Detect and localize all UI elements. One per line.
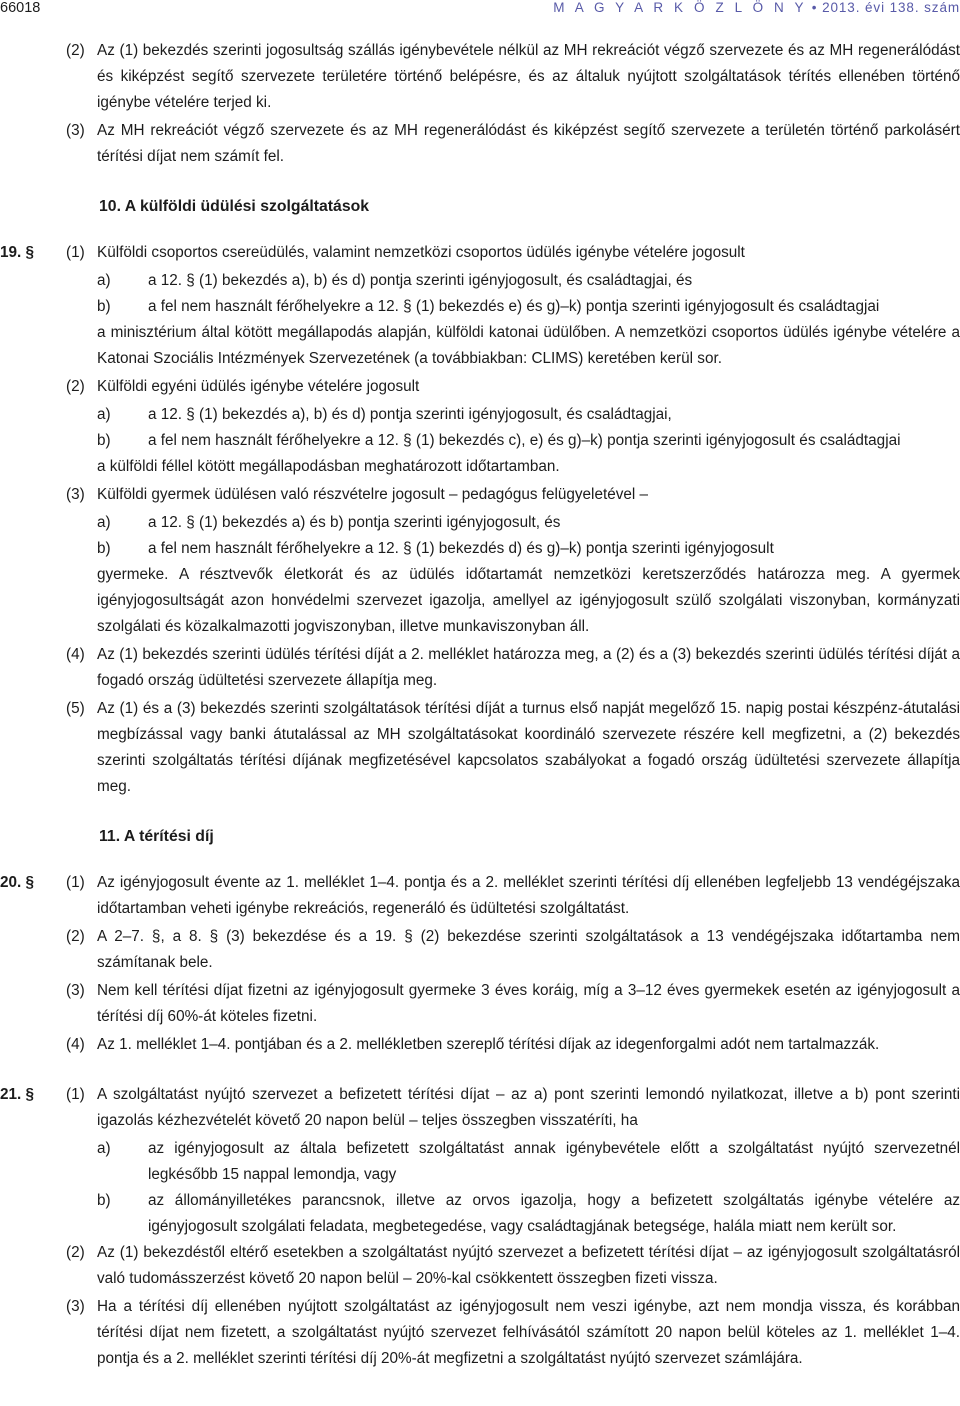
paragraph-text: Az (1) bekezdés szerinti üdülés térítési díját a 2. melléklet határozza meg, a (2) és a (3) bekezdés szerinti üdülés térítési díját a fogadó ország üdültetési szervezete állapítja meg. (97, 646, 960, 689)
section-number: 21. § (0, 1086, 35, 1103)
section-number: 20. § (0, 874, 35, 891)
paragraph-number: (3) (66, 1298, 85, 1315)
item-text: a fel nem használt férőhelyekre a 12. § (1) bekezdés e) és g)–k) pontja szerinti igényjogosult és családtagjai (148, 298, 880, 315)
paragraph (0, 1082, 960, 1134)
item-text: a 12. § (1) bekezdés a) és b) pontja szerinti igényjogosult, és (148, 514, 561, 531)
item-label: b) (97, 1192, 111, 1209)
paragraph-text: Az (1) bekezdéstől eltérő esetekben a szolgáltatást nyújtó szervezet a befizetett térítési díjat – az igényjogosult szolgáltatásról való tudomásszerzést követő 20 napon belül – 20%-kal csökkentett összegben fizeti vissza. (97, 1244, 960, 1287)
paragraph-text: Külföldi csoportos csereüdülés, valamint nemzetközi csoportos üdülés igénybe vételére jogosult (97, 244, 745, 261)
paragraph (0, 924, 960, 976)
paragraph-text: Az (1) és a (3) bekezdés szerinti szolgáltatások térítési díját a turnus első napját megelőző 15. napig postai készpénz-átutalási megbízással vagy banki átutalással az MH szolgáltatásokat koordináló szervezete részére kell megfizetni, a (2) bekezdés szerinti szolgáltatás térítési díjának megfizetésével kapcsolatos szabályokat a fogadó ország üdültetési szervezete állapítja meg. (97, 700, 960, 795)
paragraph (0, 374, 960, 400)
item-label: b) (97, 298, 111, 315)
paragraph-text: Az igényjogosult évente az 1. melléklet 1–4. pontja és a 2. melléklet szerinti térítési díj ellenében legfeljebb 13 vendégéjszaka időtartamban veheti igénybe rekreációs, regeneráló és üdültetési szolgáltatást. (97, 874, 960, 917)
paragraph-number: (1) (66, 1086, 85, 1103)
paragraph-text: Külföldi egyéni üdülés igénybe vételére jogosult (97, 378, 420, 395)
paragraph-number: (2) (66, 378, 85, 395)
item-label: a) (97, 406, 111, 423)
page-header (0, 0, 960, 22)
item-text: a fel nem használt férőhelyekre a 12. § (1) bekezdés c), e) és g)–k) pontja szerinti igényjogosult és családtagjai (148, 432, 901, 449)
section-heading: 10. A külföldi üdülési szolgáltatások (99, 198, 370, 215)
paragraph-number: (4) (66, 1036, 85, 1053)
paragraph (0, 1240, 960, 1292)
paragraph (0, 978, 960, 1030)
section-20 (0, 870, 960, 1058)
item-text: az állományilletékes parancsnok, illetve az orvos igazolja, hogy a befizetett szolgáltatás igénybe vételére az igényjogosult szolgálati feladata, megbetegedése, vagy családtagjának betegsége, halála miatt nem került sor. (148, 1192, 960, 1235)
header-bullet: • (811, 0, 818, 15)
paragraph-number: (4) (66, 646, 85, 663)
item-label: a) (97, 514, 111, 531)
paragraph-text: Ha a térítési díj ellenében nyújtott szolgáltatást az igényjogosult nem veszi igénybe, azt nem mondja vissza, és korábban térítési díjat nem fizetett, a szolgáltatást nyújtó szervezet felhívásától számított 20 napon belül köteles az 1. melléklet 1–4. pontja és a 2. melléklet szerinti térítési díj 20%-át megfizetni a szolgáltatást nyújtó szervezet számlájára. (97, 1298, 960, 1367)
paragraph-number: (1) (66, 244, 85, 261)
section-heading: 11. A térítési díj (99, 828, 214, 845)
paragraph-text: Nem kell térítési díjat fizetni az igényjogosult gyermeke 3 éves koráig, míg a 3–12 éves gyermekek esetén az igényjogosult a térítési díj 60%-át köteles fizetni. (97, 982, 960, 1025)
paragraph-text: A 2–7. §, a 8. § (3) bekezdése és a 19. § (2) bekezdése szerinti szolgáltatások a 13 vendégéjszaka időtartamba nem számítanak bele. (97, 928, 960, 971)
paragraph-continuation: a külföldi féllel kötött megállapodásban meghatározott időtartamban. (97, 458, 560, 475)
list-item (0, 1188, 960, 1240)
item-text: a 12. § (1) bekezdés a), b) és d) pontja szerinti igényjogosult, és családtagjai, és (148, 272, 693, 289)
paragraph (0, 696, 960, 800)
paragraph-continuation: gyermeke. A résztvevők életkorát és az üdülés időtartamát nemzetközi keretszerződés határozza meg. A gyermek igényjogosultságát azon honvédelmi szervezet igazolja, amellyel az igényjogosult szülő szolgálati viszonyban, kormányzati szolgálati és közalkalmazotti jogviszonyban, illetve munkaviszonyban áll. (97, 566, 960, 635)
section-number: 19. § (0, 244, 35, 261)
list-item (0, 536, 960, 562)
item-label: b) (97, 432, 111, 449)
paragraph-number: (5) (66, 700, 85, 717)
paragraph-text: Az 1. melléklet 1–4. pontjában és a 2. mellékletben szereplő térítési díjak az idegenforgalmi adót nem tartalmazzák. (97, 1036, 880, 1053)
paragraph (0, 1032, 960, 1058)
document-body (0, 38, 960, 1374)
section-21 (0, 1082, 960, 1372)
paragraph-text: Az MH rekreációt végző szervezete és az MH regenerálódást és kiképzést segítő szervezete a területén történő parkolásért térítési díjat nem számít fel. (97, 122, 960, 165)
paragraph-number: (3) (66, 486, 85, 503)
running-head (553, 0, 960, 15)
item-label: a) (97, 272, 111, 289)
list-item (0, 268, 960, 294)
list-item (0, 428, 960, 454)
paragraph-number: (3) (66, 982, 85, 999)
paragraph (0, 1294, 960, 1372)
item-label: b) (97, 540, 111, 557)
paragraph (0, 38, 960, 116)
list-item (0, 402, 960, 428)
paragraph (0, 870, 960, 922)
paragraph (0, 240, 960, 266)
journal-title: M A G Y A R K Ö Z L Ö N Y (553, 0, 808, 15)
page-number: 66018 (0, 0, 41, 16)
paragraph (0, 642, 960, 694)
paragraph-number: (3) (66, 122, 85, 139)
item-text: a fel nem használt férőhelyekre a 12. § (1) bekezdés d) és g)–k) pontja szerinti igényjogosult (148, 540, 774, 557)
paragraph-number: (1) (66, 874, 85, 891)
item-label: a) (97, 1140, 111, 1157)
list-item (0, 510, 960, 536)
paragraph-text: A szolgáltatást nyújtó szervezet a befizetett térítési díjat – az a) pont szerinti lemondó nyilatkozat, illetve a b) pont szerinti igazolás kézhezvételét követő 20 napon belül – teljes összegben visszatéríti, ha (97, 1086, 960, 1129)
paragraph-number: (2) (66, 1244, 85, 1261)
item-text: az igényjogosult az általa befizetett szolgáltatást annak igénybevétele előtt a szolgáltatást nyújtó szervezetnél legkésőbb 15 nappal lemondja, vagy (148, 1140, 960, 1183)
paragraph (0, 482, 960, 508)
paragraph-number: (2) (66, 42, 85, 59)
paragraph-text: Külföldi gyermek üdülésen való részvételre jogosult – pedagógus felügyeletével – (97, 486, 649, 503)
paragraph-text: Az (1) bekezdés szerinti jogosultság szállás igénybevétele nélkül az MH rekreációt végző szervezete és az MH regenerálódást és kiképzést segítő szervezete területére történő belépésre, és az általuk nyújtott szolgáltatások térítés ellenében történő igénybe vételére terjed ki. (97, 42, 960, 111)
paragraph-number: (2) (66, 928, 85, 945)
paragraph-continuation: a minisztérium által kötött megállapodás alapján, külföldi katonai üdülőben. A nemzetközi csoportos üdülés igénybe vételére a Katonai Szociális Intézmények Szervezetének (a továbbiakban: CLIMS) keretében kerül sor. (97, 324, 960, 367)
item-text: a 12. § (1) bekezdés a), b) és d) pontja szerinti igényjogosult, és családtagjai, (148, 406, 672, 423)
issue-number: 2013. évi 138. szám (822, 0, 960, 15)
paragraph (0, 118, 960, 170)
section-19 (0, 240, 960, 800)
list-item (0, 294, 960, 320)
list-item (0, 1136, 960, 1188)
